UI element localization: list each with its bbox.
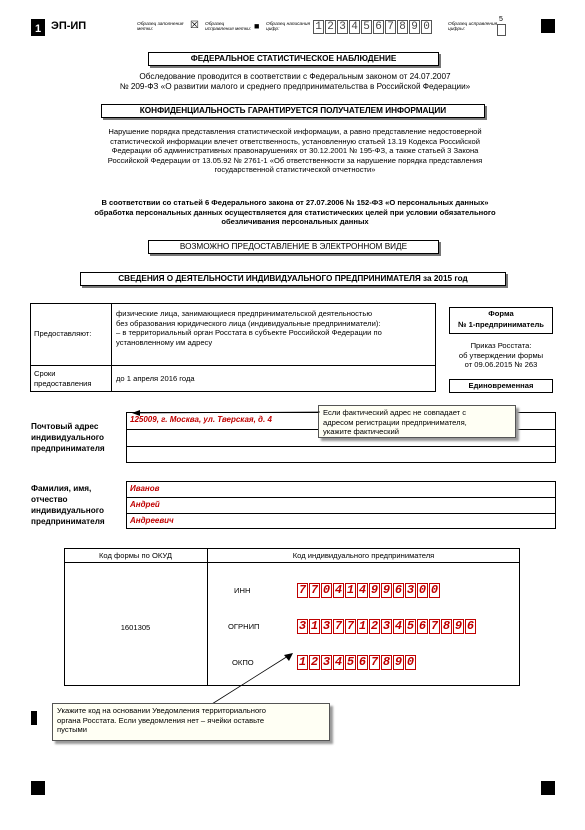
confidential-text bbox=[55, 127, 535, 175]
address-note-arrow bbox=[130, 405, 330, 425]
okpo-digit-cell: 1 bbox=[298, 655, 307, 669]
form-code: ЭП-ИП bbox=[51, 20, 87, 32]
address-label-line: индивидуального bbox=[31, 433, 105, 442]
electronic-submission-badge: ВОЗМОЖНО ПРЕДОСТАВЛЕНИЕ В ЭЛЕКТРОННОМ ВИДЕ bbox=[148, 240, 439, 254]
okpo-digit-cell: 8 bbox=[382, 655, 391, 669]
ogrnip-digit-cell: 4 bbox=[394, 619, 403, 633]
sample-digit-cell: 3 bbox=[337, 20, 348, 34]
federal-title: ФЕДЕРАЛЬНОЕ СТАТИСТИЧЕСКОЕ НАБЛЮДЕНИЕ bbox=[148, 52, 439, 66]
frequency-box: Единовременная bbox=[449, 379, 553, 393]
ogrnip-digit-cell: 7 bbox=[346, 619, 355, 633]
ogrnip-digit-cell: 7 bbox=[334, 619, 343, 633]
name-label-line: предпринимателя bbox=[31, 517, 105, 526]
address-note-line: укажите фактический bbox=[323, 427, 399, 436]
provide-line: физические лица, занимающиеся предпринимательской деятельностью bbox=[116, 309, 373, 318]
inn-digit-cell: 7 bbox=[310, 583, 319, 597]
provide-line: – в территориальный орган Росстата в субъекте Российской Федерации по bbox=[116, 328, 382, 338]
okpo-note-line: Укажите код на основании Уведомления территориального bbox=[57, 706, 266, 715]
okpo-digit-cell: 5 bbox=[346, 655, 355, 669]
corner-marker-bottom-left bbox=[31, 781, 45, 795]
inn-digit-cell: 0 bbox=[322, 583, 331, 597]
sample-fill-mark: ☒ bbox=[190, 20, 199, 31]
inn-digit-cell: 4 bbox=[334, 583, 343, 597]
okpo-note-callout bbox=[52, 703, 330, 741]
order-text bbox=[444, 341, 558, 370]
sample-digit-cell: 8 bbox=[397, 20, 408, 34]
form-label: Форма bbox=[488, 309, 514, 318]
sample-digits bbox=[313, 20, 433, 34]
okpo-label: ОКПО bbox=[232, 658, 254, 667]
personal-data-line: обезличивания персональных данных bbox=[221, 217, 369, 227]
ogrnip-digit-cell: 6 bbox=[466, 619, 475, 633]
ogrnip-digit-cell: 3 bbox=[382, 619, 391, 633]
inn-digit-cell: 1 bbox=[346, 583, 355, 597]
okud-header: Код формы по ОКУД bbox=[99, 551, 172, 560]
inn-digits[interactable] bbox=[297, 583, 441, 598]
surname-value: Иванов bbox=[130, 484, 160, 493]
okpo-digit-cell: 2 bbox=[310, 655, 319, 669]
provide-text bbox=[116, 309, 432, 347]
address-note-callout bbox=[318, 405, 516, 438]
name-field[interactable] bbox=[126, 481, 556, 529]
sample-fix-digit bbox=[497, 16, 507, 38]
sample-digit-cell: 4 bbox=[349, 20, 360, 34]
ogrnip-digit-cell: 7 bbox=[430, 619, 439, 633]
sample-fix-digit-label: Образец исправления цифры: bbox=[448, 22, 498, 33]
inn-digit-cell: 6 bbox=[394, 583, 403, 597]
okpo-digit-cell: 3 bbox=[322, 655, 331, 669]
order-line: от 09.06.2015 № 263 bbox=[464, 360, 538, 370]
first-name-value: Андрей bbox=[130, 500, 160, 509]
ogrnip-digit-cell: 3 bbox=[298, 619, 307, 633]
page-number: 1 bbox=[31, 22, 45, 36]
sample-digit-cell: 7 bbox=[385, 20, 396, 34]
okud-value: 1601305 bbox=[120, 623, 151, 632]
sample-fix-digit-box bbox=[497, 24, 506, 36]
confidential-line: государственной статистической отчетности» bbox=[214, 165, 376, 175]
ip-code-header: Код индивидуального предпринимателя bbox=[292, 551, 435, 560]
confidential-line: статистической информации влечет ответственность, установленную статьей 13.19 Кодекса Российской bbox=[110, 136, 480, 146]
deadline-label bbox=[34, 369, 92, 388]
inn-digit-cell: 9 bbox=[370, 583, 379, 597]
inn-digit-cell: 0 bbox=[418, 583, 427, 597]
inn-digit-cell: 7 bbox=[298, 583, 307, 597]
ogrnip-digit-cell: 1 bbox=[358, 619, 367, 633]
personal-data-text bbox=[45, 198, 545, 227]
name-label bbox=[31, 483, 131, 527]
sample-digit-cell: 9 bbox=[409, 20, 420, 34]
ogrnip-digit-cell: 3 bbox=[322, 619, 331, 633]
address-label-line: Почтовый адрес bbox=[31, 422, 99, 431]
corner-marker-top-right bbox=[541, 19, 555, 33]
confidential-line: Нарушение порядка представления статистической информации, а равно представление недостоверной bbox=[108, 127, 482, 136]
address-note-line: Если фактический адрес не совпадает с bbox=[323, 408, 467, 417]
ogrnip-label: ОГРНИП bbox=[228, 622, 260, 631]
okpo-digit-cell: 9 bbox=[394, 655, 403, 669]
address-label bbox=[31, 421, 131, 454]
address-note-line: адресом регистрации предпринимателя, bbox=[323, 417, 467, 427]
ogrnip-digits[interactable] bbox=[297, 619, 477, 634]
sample-fix-mark: ■ bbox=[254, 21, 260, 31]
inn-label: ИНН bbox=[234, 586, 251, 595]
provide-line: установленному им адресу bbox=[116, 337, 213, 347]
federal-law-line-2: № 209-ФЗ «О развитии малого и среднего предпринимательства в Российской Федерации» bbox=[119, 82, 471, 91]
form-name: № 1-предприниматель bbox=[458, 320, 544, 329]
sample-digit-cell: 5 bbox=[361, 20, 372, 34]
provide-line: без образования юридического лица (индивидуальные предприниматели): bbox=[116, 318, 381, 328]
patronymic-value: Андреевич bbox=[130, 516, 174, 525]
ogrnip-digit-cell: 8 bbox=[442, 619, 451, 633]
ogrnip-digit-cell: 6 bbox=[418, 619, 427, 633]
inn-digit-cell: 0 bbox=[430, 583, 439, 597]
confidential-title: КОНФИДЕНЦИАЛЬНОСТЬ ГАРАНТИРУЕТСЯ ПОЛУЧАТЕЛЕМ ИНФОРМАЦИИ bbox=[101, 104, 485, 118]
deadline-label-line: предоставления bbox=[34, 378, 92, 388]
okpo-digit-cell: 6 bbox=[358, 655, 367, 669]
personal-data-line: В соответствии со статьей 6 Федерального закона от 27.07.2006 № 152-ФЗ «О персональных данных» bbox=[101, 198, 489, 207]
okpo-note-line: органа Росстата. Если уведомления нет – ячейки оставьте bbox=[57, 715, 265, 725]
provide-label: Предоставляют: bbox=[34, 329, 92, 338]
okpo-digit-cell: 4 bbox=[334, 655, 343, 669]
sample-digit-cell: 6 bbox=[373, 20, 384, 34]
federal-law-line-1: Обследование проводится в соответствии с Федеральным законом от 24.07.2007 bbox=[139, 72, 451, 81]
deadline-label-line: Сроки bbox=[34, 369, 56, 378]
inn-digit-cell: 3 bbox=[406, 583, 415, 597]
confidential-line: Российской Федерации от 13.05.92 № 2761-1 «Об ответственности за нарушение порядка представления bbox=[107, 155, 483, 165]
sample-fix-label: Образец исправления метки: bbox=[205, 22, 252, 33]
confidential-line: Федерации об административных правонарушениях от 30.12.2001 № 195-ФЗ, а также статьей 3 Закона bbox=[111, 146, 479, 156]
sample-digit-cell: 2 bbox=[325, 20, 336, 34]
address-value: 125009, г. Москва, ул. Тверская, д. 4 bbox=[130, 415, 272, 424]
okpo-note-line: пустыми bbox=[57, 725, 88, 734]
sample-fix-digit-value: 5 bbox=[499, 16, 503, 23]
inn-digit-cell: 9 bbox=[382, 583, 391, 597]
ogrnip-digit-cell: 5 bbox=[406, 619, 415, 633]
sample-digit-cell: 0 bbox=[421, 20, 432, 34]
report-title: СВЕДЕНИЯ О ДЕЯТЕЛЬНОСТИ ИНДИВИДУАЛЬНОГО ПРЕДПРИНИМАТЕЛЯ за 2015 год bbox=[80, 272, 506, 286]
corner-marker-bottom-right bbox=[541, 781, 555, 795]
ogrnip-digit-cell: 9 bbox=[454, 619, 463, 633]
deadline-value: до 1 апреля 2016 года bbox=[116, 374, 195, 383]
okpo-digit-cell: 0 bbox=[406, 655, 415, 669]
sample-digits-label: Образец написания цифр: bbox=[266, 22, 311, 33]
okpo-digit-cell: 7 bbox=[370, 655, 379, 669]
okpo-digits[interactable] bbox=[297, 655, 417, 670]
name-label-line: Фамилия, имя, bbox=[31, 484, 92, 493]
order-line: Приказ Росстата: bbox=[470, 341, 532, 350]
name-label-line: индивидуального bbox=[31, 506, 105, 515]
form-header bbox=[31, 19, 87, 35]
name-label-line: отчество bbox=[31, 495, 68, 504]
personal-data-line: обработка персональных данных осуществляется для статистических целей при условии обязательного bbox=[94, 207, 496, 217]
side-marker-left bbox=[31, 711, 37, 725]
ogrnip-digit-cell: 1 bbox=[310, 619, 319, 633]
order-line: об утверждении формы bbox=[458, 350, 544, 360]
ogrnip-digit-cell: 2 bbox=[370, 619, 379, 633]
sample-fill-label: Образец заполнения метки: bbox=[137, 22, 184, 33]
inn-digit-cell: 4 bbox=[358, 583, 367, 597]
address-label-line: предпринимателя bbox=[31, 444, 105, 453]
sample-digit-cell: 1 bbox=[313, 20, 324, 34]
